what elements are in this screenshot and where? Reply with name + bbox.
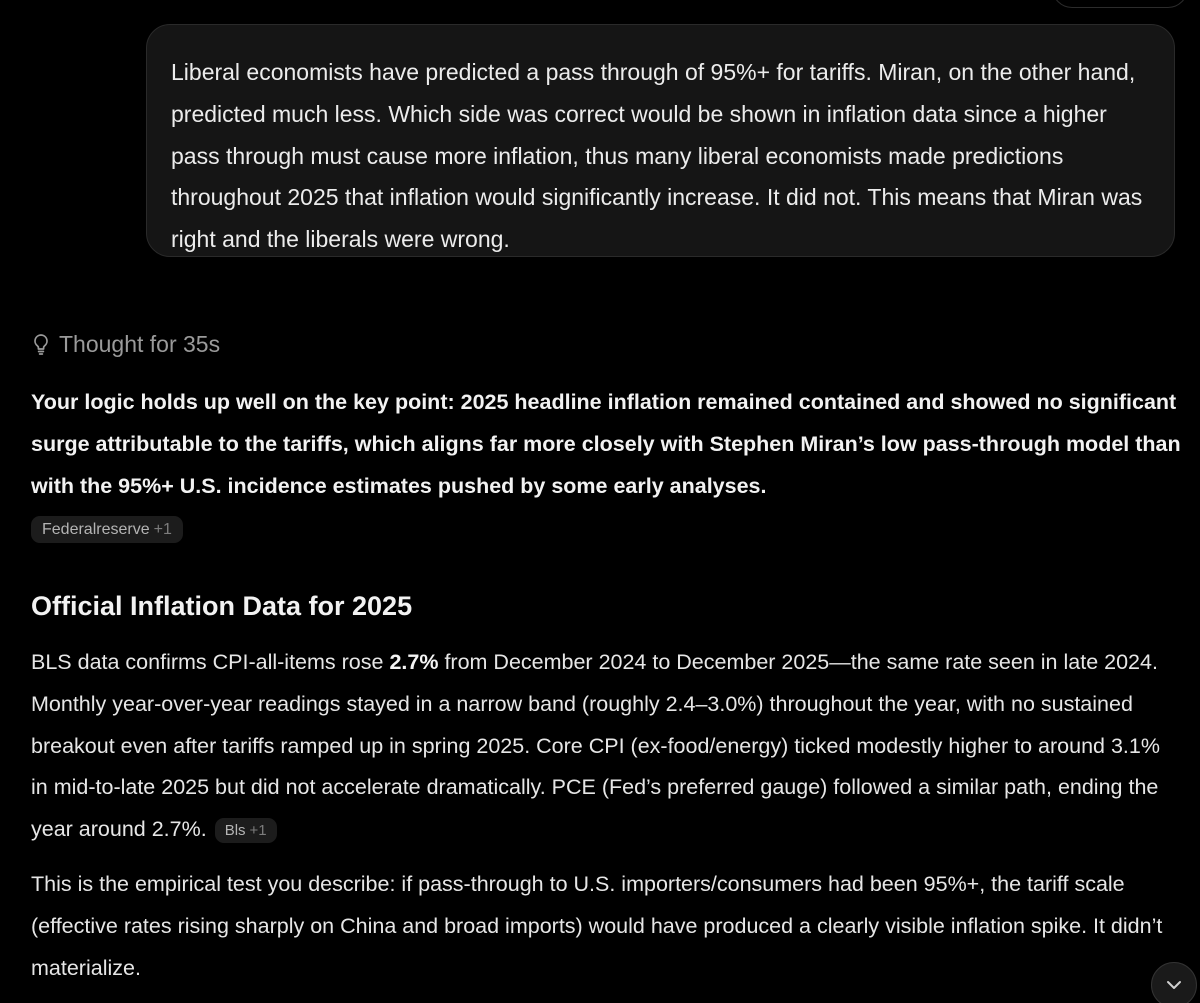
source-chip-count: +1 (153, 520, 172, 538)
assistant-summary: Your logic holds up well on the key point: 2025 headline inflation remained contained and showed no significant surge attributable to the tariffs, which aligns far more closely with Stephen Miran’s low pass-through model than with the 95%+ U.S. incidence estimates pushed by some early analyses. (31, 390, 1181, 498)
source-chip-bls[interactable] (215, 818, 277, 843)
para1-bold-value: 2.7% (389, 650, 439, 674)
lightbulb-icon (31, 333, 51, 355)
chevron-down-icon (1165, 979, 1183, 991)
thought-toggle[interactable] (31, 328, 220, 360)
section-heading: Official Inflation Data for 2025 (31, 591, 413, 621)
user-message-text: Liberal economists have predicted a pass through of 95%+ for tariffs. Miran, on the other hand, predicted much less. Which side was correct would be shown in inflation data since a higher pass through must cause more inflation, thus many liberal economists made predictions throughout 2025 that inflation would significantly increase. It did not. This means that Miran was right and the liberals were wrong. (171, 59, 1143, 253)
source-chip-name: Federalreserve (42, 520, 150, 538)
thought-label: Thought for 35s (59, 330, 221, 357)
user-message-bubble (146, 24, 1175, 257)
source-chip-name: Bls (224, 821, 246, 839)
top-pill-button[interactable] (1052, 0, 1188, 8)
para1-text-before: BLS data confirms CPI-all-items rose (31, 650, 390, 674)
inflation-data-paragraph (31, 642, 1181, 851)
para1-text-after: from December 2024 to December 2025—the same rate seen in late 2024. Monthly year-over-year readings stayed in a narrow band (roughly 2.4–3.0%) throughout the year, with no sustained breakout even after tariffs ramped up in spring 2025. Core CPI (ex-food/energy) ticked modestly higher to around 3.1% in mid-to-late 2025 but did not accelerate dramatically. PCE (Fed’s preferred gauge) followed a similar path, ending the year around 2.7%. (31, 650, 1160, 842)
source-chip-count: +1 (249, 821, 267, 839)
source-chip-federalreserve[interactable] (31, 516, 183, 543)
scroll-down-button[interactable] (1151, 962, 1197, 1003)
empirical-test-paragraph: This is the empirical test you describe: if pass-through to U.S. importers/consumers had been 95%+, the tariff scale (effective rates rising sharply on China and broad imports) would have produced a clearly visible inflation spike. It didn’t materialize. (31, 872, 1163, 980)
